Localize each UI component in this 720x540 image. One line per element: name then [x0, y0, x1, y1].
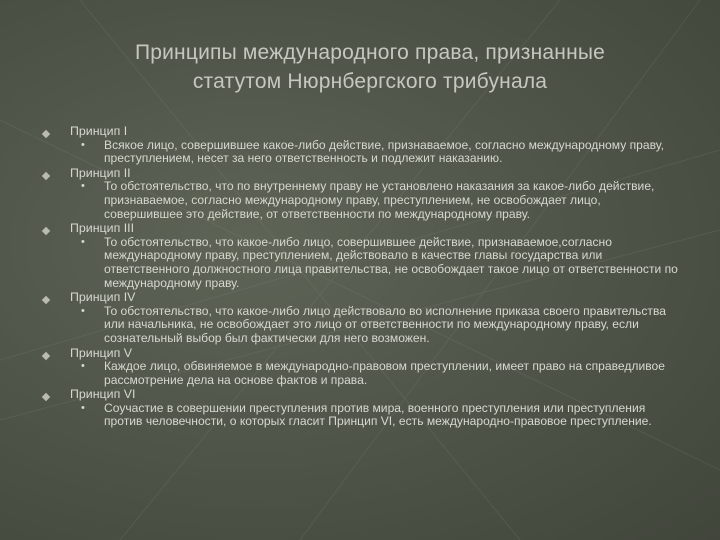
slide-title [60, 38, 680, 96]
dot-bullet-icon: • [81, 235, 85, 248]
diamond-bullet-icon [42, 172, 50, 180]
principle-text: То обстоятельство, что какое-либо лицо, совершившее действие, признаваемое,согласно международному праву, преступлением, действовало в качестве главы государства или ответственного должностного лица правительства, не освобождает такое лицо от ответственности по международному праву. [104, 234, 678, 290]
principle-label: Принцип V [70, 345, 132, 360]
diamond-bullet-icon [42, 130, 50, 138]
principle-label: Принцип IV [70, 290, 136, 305]
diamond-bullet-icon [42, 296, 50, 304]
principle-label: Принцип III [70, 221, 135, 236]
principle-subitem [70, 360, 680, 387]
dot-bullet-icon: • [81, 401, 85, 414]
dot-bullet-icon: • [81, 304, 85, 317]
principle-text: Соучастие в совершении преступления против мира, военного преступления или преступления против человечности, о которых гласит Принцип VI, есть международно-правовое преступление. [104, 400, 652, 429]
principle-subitem [70, 139, 680, 166]
principle-label: Принцип II [70, 165, 131, 180]
principles-list [40, 125, 680, 430]
slide-title-line-2: статутом Нюрнбергского трибунала [192, 70, 548, 93]
principle-label: Принцип I [70, 124, 128, 138]
diamond-bullet-icon [42, 393, 50, 401]
principle-subitem [70, 180, 680, 221]
principle-item-1 [40, 125, 680, 166]
dot-bullet-icon: • [81, 180, 85, 193]
principle-subitem [70, 236, 680, 290]
principle-text: То обстоятельство, что какое-либо лицо действовало во исполнение приказа своего правительства или начальника, не освобождает это лицо от ответственности по международному праву, если сознательный выбор был фактически для него возможен. [104, 303, 666, 345]
diamond-bullet-icon [42, 227, 50, 235]
dot-bullet-icon: • [81, 138, 85, 151]
principle-item-2 [40, 167, 680, 221]
principle-text: То обстоятельство, что по внутреннему праву не установлено наказания за какое-либо действие, признаваемое, согласно международному праву, преступлением, не освобождает лицо, совершившее это действие, от ответственности по международному праву. [104, 179, 655, 221]
principle-subitem [70, 402, 680, 429]
principle-item-4 [40, 291, 680, 345]
slide-title-line-1: Принципы международного права, признанные [134, 41, 606, 64]
diamond-bullet-icon [42, 351, 50, 359]
principle-item-6 [40, 388, 680, 429]
principle-text: Каждое лицо, обвиняемое в международно-правовом преступлении, имеет право на справедливое рассмотрение дела на основе фактов и права. [104, 359, 665, 387]
principle-item-5 [40, 347, 680, 388]
principle-label: Принцип VI [70, 387, 136, 402]
principle-item-3 [40, 222, 680, 290]
principle-subitem [70, 305, 680, 346]
dot-bullet-icon: • [81, 360, 85, 373]
principle-text: Всякое лицо, совершившее какое-либо действие, признаваемое, согласно международному праву, преступлением, несет за него ответственность и подлежит наказанию. [104, 137, 664, 166]
